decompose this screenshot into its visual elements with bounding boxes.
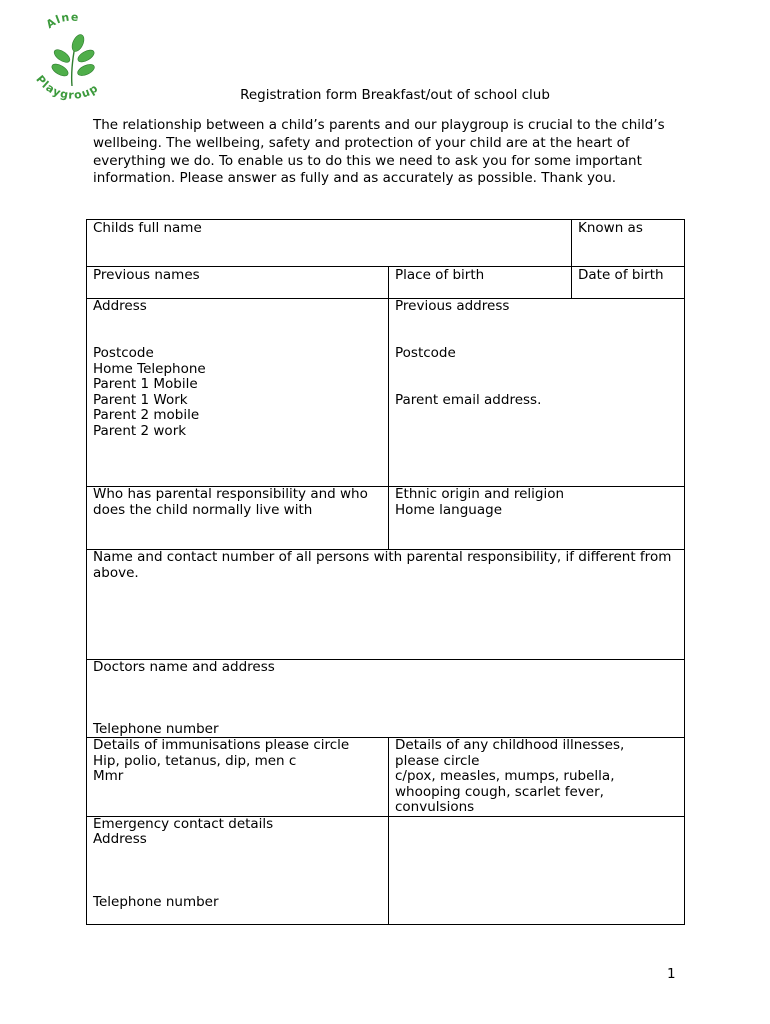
parent2-mobile-field[interactable]: Parent 2 mobile — [93, 407, 200, 423]
column-divider — [571, 220, 572, 298]
home-language-field[interactable]: Home language — [395, 502, 503, 518]
parental-responsibility-field[interactable]: Who has parental responsibility and who does the child normally live with — [93, 486, 368, 518]
doctor-name-field[interactable]: Doctors name and address — [93, 659, 275, 675]
emergency-address-field[interactable]: Address — [93, 831, 147, 847]
parent1-work-field[interactable]: Parent 1 Work — [93, 392, 188, 408]
parent-email-field[interactable]: Parent email address. — [395, 392, 542, 408]
previous-address-field[interactable]: Previous address — [395, 298, 510, 314]
date-of-birth-field[interactable]: Date of birth — [578, 267, 664, 283]
column-divider — [388, 266, 389, 550]
logo-top-text: Alne — [43, 14, 80, 32]
previous-postcode-field[interactable]: Postcode — [395, 345, 456, 361]
column-divider — [388, 737, 389, 925]
home-telephone-field[interactable]: Home Telephone — [93, 361, 206, 377]
registration-form-table — [86, 219, 685, 925]
immunisations-field[interactable]: Details of immunisations please circle Hip, polio, tetanus, dip, men c Mmr — [93, 737, 350, 785]
previous-names-field[interactable]: Previous names — [93, 267, 200, 283]
parent2-work-field[interactable]: Parent 2 work — [93, 423, 187, 439]
row-divider — [87, 298, 684, 299]
ethnic-origin-field[interactable]: Ethnic origin and religion — [395, 486, 565, 502]
postcode-field[interactable]: Postcode — [93, 345, 154, 361]
emergency-telephone-field[interactable]: Telephone number — [93, 894, 219, 910]
doctor-telephone-field[interactable]: Telephone number — [93, 721, 219, 737]
illnesses-field[interactable]: Details of any childhood illnesses, please circle c/pox, measles, mumps, rubella, whooping cough, scarlet fever, convulsions — [395, 737, 625, 816]
emergency-contact-field[interactable]: Emergency contact details — [93, 816, 274, 832]
parent1-mobile-field[interactable]: Parent 1 Mobile — [93, 376, 198, 392]
logo-bottom-text: Playgroup — [33, 72, 101, 102]
childs-full-name-field[interactable]: Childs full name — [93, 220, 202, 236]
known-as-field[interactable]: Known as — [578, 220, 643, 236]
svg-text:Alne — [44, 14, 80, 31]
address-field[interactable]: Address — [93, 298, 147, 314]
intro-paragraph: The relationship between a child’s parents and our playgroup is crucial to the child’s wellbeing. The wellbeing, safety and protection of your child are at the heart of everything we do. To enable us to do this we need to ask you for some important information. Please answer as fully and as accurately as possible. Thank you. — [93, 117, 665, 187]
place-of-birth-field[interactable]: Place of birth — [395, 267, 485, 283]
form-title: Registration form Breakfast/out of school club — [240, 87, 550, 103]
other-persons-field[interactable]: Name and contact number of all persons with parental responsibility, if different from above. — [93, 549, 672, 581]
page-number: 1 — [667, 966, 676, 982]
